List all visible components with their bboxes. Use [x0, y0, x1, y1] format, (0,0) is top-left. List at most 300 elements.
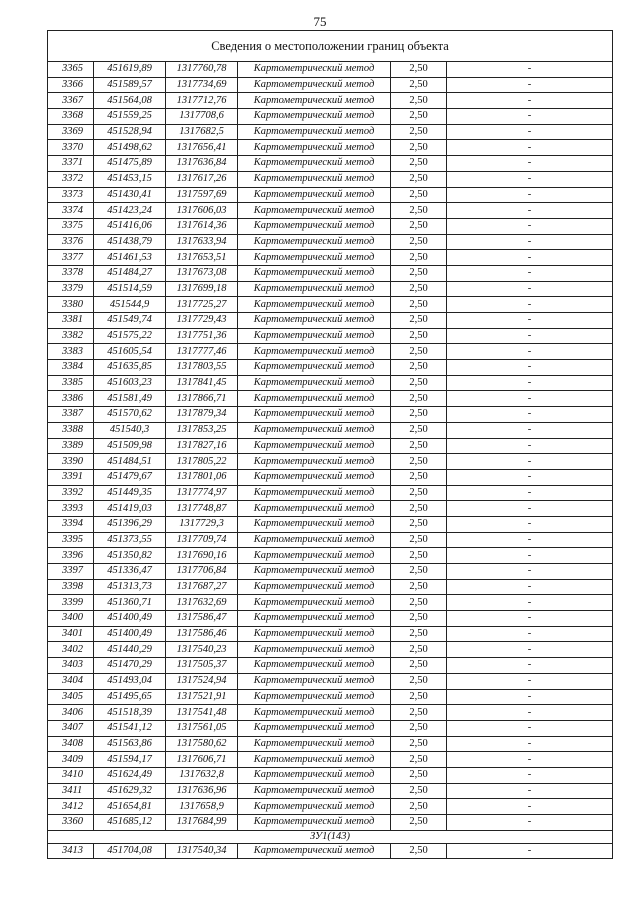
point-number-cell: 3382 — [48, 328, 94, 344]
accuracy-cell: 2,50 — [391, 783, 447, 799]
x-coordinate-cell: 451559,25 — [94, 109, 166, 125]
method-cell: Картометрический метод — [238, 265, 391, 281]
y-coordinate-cell: 1317541,48 — [166, 705, 238, 721]
description-cell: - — [447, 454, 613, 470]
method-cell: Картометрический метод — [238, 689, 391, 705]
point-number-cell: 3386 — [48, 391, 94, 407]
y-coordinate-cell: 1317632,69 — [166, 595, 238, 611]
y-coordinate-cell: 1317760,78 — [166, 62, 238, 78]
description-cell: - — [447, 187, 613, 203]
x-coordinate-cell: 451350,82 — [94, 548, 166, 564]
method-cell: Картометрический метод — [238, 375, 391, 391]
table-row — [48, 218, 613, 234]
point-number-cell: 3412 — [48, 799, 94, 815]
table-row — [48, 77, 613, 93]
table-row — [48, 454, 613, 470]
y-coordinate-cell: 1317617,26 — [166, 171, 238, 187]
accuracy-cell: 2,50 — [391, 77, 447, 93]
accuracy-cell: 2,50 — [391, 438, 447, 454]
table-row — [48, 736, 613, 752]
description-cell: - — [447, 736, 613, 752]
description-cell: - — [447, 109, 613, 125]
description-cell: - — [447, 783, 613, 799]
point-number-cell: 3380 — [48, 297, 94, 313]
description-cell: - — [447, 375, 613, 391]
table-row — [48, 752, 613, 768]
method-cell: Картометрический метод — [238, 297, 391, 313]
description-cell: - — [447, 234, 613, 250]
table-row — [48, 203, 613, 219]
accuracy-cell: 2,50 — [391, 720, 447, 736]
x-coordinate-cell: 451564,08 — [94, 93, 166, 109]
x-coordinate-cell: 451594,17 — [94, 752, 166, 768]
point-number-cell: 3400 — [48, 611, 94, 627]
x-coordinate-cell: 451400,49 — [94, 626, 166, 642]
method-cell: Картометрический метод — [238, 595, 391, 611]
x-coordinate-cell: 451336,47 — [94, 564, 166, 580]
table-row — [48, 658, 613, 674]
accuracy-cell: 2,50 — [391, 62, 447, 78]
method-cell: Картометрический метод — [238, 422, 391, 438]
y-coordinate-cell: 1317561,05 — [166, 720, 238, 736]
table-row — [48, 124, 613, 140]
method-cell: Картометрический метод — [238, 516, 391, 532]
accuracy-cell: 2,50 — [391, 843, 447, 859]
description-cell: - — [447, 297, 613, 313]
method-cell: Картометрический метод — [238, 93, 391, 109]
table-row — [48, 843, 613, 859]
accuracy-cell: 2,50 — [391, 407, 447, 423]
table-row — [48, 469, 613, 485]
table-row — [48, 485, 613, 501]
y-coordinate-cell: 1317673,08 — [166, 265, 238, 281]
x-coordinate-cell: 451430,41 — [94, 187, 166, 203]
table-row — [48, 611, 613, 627]
method-cell: Картометрический метод — [238, 62, 391, 78]
table-row — [48, 548, 613, 564]
method-cell: Картометрический метод — [238, 391, 391, 407]
point-number-cell: 3381 — [48, 313, 94, 329]
point-number-cell: 3372 — [48, 171, 94, 187]
table-row — [48, 516, 613, 532]
x-coordinate-cell: 451396,29 — [94, 516, 166, 532]
page-number: 75 — [313, 14, 327, 29]
table-row — [48, 579, 613, 595]
description-cell: - — [447, 501, 613, 517]
x-coordinate-cell: 451518,39 — [94, 705, 166, 721]
description-cell: - — [447, 626, 613, 642]
accuracy-cell: 2,50 — [391, 673, 447, 689]
description-cell: - — [447, 611, 613, 627]
x-coordinate-cell: 451475,89 — [94, 156, 166, 172]
section-label: ЗУ1(143) — [48, 830, 613, 843]
accuracy-cell: 2,50 — [391, 391, 447, 407]
point-number-cell: 3413 — [48, 843, 94, 859]
accuracy-cell: 2,50 — [391, 360, 447, 376]
point-number-cell: 3368 — [48, 109, 94, 125]
table-row — [48, 799, 613, 815]
accuracy-cell: 2,50 — [391, 469, 447, 485]
accuracy-cell: 2,50 — [391, 658, 447, 674]
method-cell: Картометрический метод — [238, 156, 391, 172]
point-number-cell: 3393 — [48, 501, 94, 517]
accuracy-cell: 2,50 — [391, 187, 447, 203]
point-number-cell: 3408 — [48, 736, 94, 752]
method-cell: Картометрический метод — [238, 485, 391, 501]
table-row — [48, 501, 613, 517]
coordinates-table-frame — [47, 30, 612, 859]
description-cell: - — [447, 218, 613, 234]
x-coordinate-cell: 451416,06 — [94, 218, 166, 234]
point-number-cell: 3390 — [48, 454, 94, 470]
y-coordinate-cell: 1317853,25 — [166, 422, 238, 438]
accuracy-cell: 2,50 — [391, 752, 447, 768]
accuracy-cell: 2,50 — [391, 250, 447, 266]
method-cell: Картометрический метод — [238, 140, 391, 156]
y-coordinate-cell: 1317805,22 — [166, 454, 238, 470]
method-cell: Картометрический метод — [238, 799, 391, 815]
point-number-cell: 3370 — [48, 140, 94, 156]
x-coordinate-cell: 451654,81 — [94, 799, 166, 815]
y-coordinate-cell: 1317597,69 — [166, 187, 238, 203]
y-coordinate-cell: 1317708,6 — [166, 109, 238, 125]
x-coordinate-cell: 451453,15 — [94, 171, 166, 187]
method-cell: Картометрический метод — [238, 171, 391, 187]
x-coordinate-cell: 451495,65 — [94, 689, 166, 705]
accuracy-cell: 2,50 — [391, 328, 447, 344]
accuracy-cell: 2,50 — [391, 109, 447, 125]
y-coordinate-cell: 1317632,8 — [166, 767, 238, 783]
method-cell: Картометрический метод — [238, 673, 391, 689]
description-cell: - — [447, 171, 613, 187]
method-cell: Картометрический метод — [238, 626, 391, 642]
point-number-cell: 3366 — [48, 77, 94, 93]
y-coordinate-cell: 1317751,36 — [166, 328, 238, 344]
table-row — [48, 156, 613, 172]
table-row — [48, 344, 613, 360]
method-cell: Картометрический метод — [238, 328, 391, 344]
x-coordinate-cell: 451589,57 — [94, 77, 166, 93]
point-number-cell: 3387 — [48, 407, 94, 423]
method-cell: Картометрический метод — [238, 313, 391, 329]
point-number-cell: 3399 — [48, 595, 94, 611]
description-cell: - — [447, 77, 613, 93]
accuracy-cell: 2,50 — [391, 532, 447, 548]
accuracy-cell: 2,50 — [391, 93, 447, 109]
table-row — [48, 705, 613, 721]
method-cell: Картометрический метод — [238, 77, 391, 93]
method-cell: Картометрический метод — [238, 752, 391, 768]
table-row — [48, 265, 613, 281]
x-coordinate-cell: 451540,3 — [94, 422, 166, 438]
description-cell: - — [447, 673, 613, 689]
method-cell: Картометрический метод — [238, 281, 391, 297]
x-coordinate-cell: 451423,24 — [94, 203, 166, 219]
y-coordinate-cell: 1317827,16 — [166, 438, 238, 454]
point-number-cell: 3404 — [48, 673, 94, 689]
method-cell: Картометрический метод — [238, 579, 391, 595]
x-coordinate-cell: 451629,32 — [94, 783, 166, 799]
accuracy-cell: 2,50 — [391, 344, 447, 360]
y-coordinate-cell: 1317729,3 — [166, 516, 238, 532]
description-cell: - — [447, 658, 613, 674]
description-cell: - — [447, 843, 613, 859]
x-coordinate-cell: 451603,23 — [94, 375, 166, 391]
y-coordinate-cell: 1317687,27 — [166, 579, 238, 595]
method-cell: Картометрический метод — [238, 611, 391, 627]
point-number-cell: 3389 — [48, 438, 94, 454]
table-row — [48, 297, 613, 313]
x-coordinate-cell: 451360,71 — [94, 595, 166, 611]
point-number-cell: 3378 — [48, 265, 94, 281]
y-coordinate-cell: 1317699,18 — [166, 281, 238, 297]
accuracy-cell: 2,50 — [391, 564, 447, 580]
accuracy-cell: 2,50 — [391, 124, 447, 140]
table-row — [48, 767, 613, 783]
description-cell: - — [447, 579, 613, 595]
point-number-cell: 3391 — [48, 469, 94, 485]
x-coordinate-cell: 451484,27 — [94, 265, 166, 281]
point-number-cell: 3403 — [48, 658, 94, 674]
x-coordinate-cell: 451619,89 — [94, 62, 166, 78]
method-cell: Картометрический метод — [238, 124, 391, 140]
x-coordinate-cell: 451549,74 — [94, 313, 166, 329]
x-coordinate-cell: 451438,79 — [94, 234, 166, 250]
method-cell: Картометрический метод — [238, 438, 391, 454]
x-coordinate-cell: 451704,08 — [94, 843, 166, 859]
point-number-cell: 3405 — [48, 689, 94, 705]
description-cell: - — [447, 469, 613, 485]
description-cell: - — [447, 438, 613, 454]
x-coordinate-cell: 451563,86 — [94, 736, 166, 752]
point-number-cell: 3360 — [48, 815, 94, 831]
accuracy-cell: 2,50 — [391, 265, 447, 281]
point-number-cell: 3398 — [48, 579, 94, 595]
y-coordinate-cell: 1317658,9 — [166, 799, 238, 815]
accuracy-cell: 2,50 — [391, 689, 447, 705]
table-row — [48, 313, 613, 329]
method-cell: Картометрический метод — [238, 843, 391, 859]
y-coordinate-cell: 1317614,36 — [166, 218, 238, 234]
method-cell: Картометрический метод — [238, 720, 391, 736]
method-cell: Картометрический метод — [238, 250, 391, 266]
point-number-cell: 3394 — [48, 516, 94, 532]
point-number-cell: 3396 — [48, 548, 94, 564]
x-coordinate-cell: 451400,49 — [94, 611, 166, 627]
table-row — [48, 783, 613, 799]
x-coordinate-cell: 451470,29 — [94, 658, 166, 674]
table-row — [48, 234, 613, 250]
table-row — [48, 171, 613, 187]
description-cell: - — [447, 250, 613, 266]
method-cell: Картометрический метод — [238, 532, 391, 548]
description-cell: - — [447, 203, 613, 219]
point-number-cell: 3369 — [48, 124, 94, 140]
y-coordinate-cell: 1317636,96 — [166, 783, 238, 799]
point-number-cell: 3375 — [48, 218, 94, 234]
method-cell: Картометрический метод — [238, 783, 391, 799]
point-number-cell: 3392 — [48, 485, 94, 501]
description-cell: - — [447, 689, 613, 705]
y-coordinate-cell: 1317633,94 — [166, 234, 238, 250]
method-cell: Картометрический метод — [238, 736, 391, 752]
y-coordinate-cell: 1317580,62 — [166, 736, 238, 752]
y-coordinate-cell: 1317524,94 — [166, 673, 238, 689]
y-coordinate-cell: 1317801,06 — [166, 469, 238, 485]
point-number-cell: 3383 — [48, 344, 94, 360]
x-coordinate-cell: 451581,49 — [94, 391, 166, 407]
table-row — [48, 109, 613, 125]
x-coordinate-cell: 451313,73 — [94, 579, 166, 595]
method-cell: Картометрический метод — [238, 658, 391, 674]
x-coordinate-cell: 451514,59 — [94, 281, 166, 297]
x-coordinate-cell: 451570,62 — [94, 407, 166, 423]
description-cell: - — [447, 705, 613, 721]
method-cell: Картометрический метод — [238, 187, 391, 203]
description-cell: - — [447, 62, 613, 78]
x-coordinate-cell: 451419,03 — [94, 501, 166, 517]
point-number-cell: 3411 — [48, 783, 94, 799]
x-coordinate-cell: 451498,62 — [94, 140, 166, 156]
description-cell: - — [447, 265, 613, 281]
table-row — [48, 815, 613, 831]
accuracy-cell: 2,50 — [391, 516, 447, 532]
y-coordinate-cell: 1317712,76 — [166, 93, 238, 109]
x-coordinate-cell: 451541,12 — [94, 720, 166, 736]
accuracy-cell: 2,50 — [391, 156, 447, 172]
y-coordinate-cell: 1317653,51 — [166, 250, 238, 266]
y-coordinate-cell: 1317706,84 — [166, 564, 238, 580]
accuracy-cell: 2,50 — [391, 297, 447, 313]
description-cell: - — [447, 532, 613, 548]
description-cell: - — [447, 516, 613, 532]
table-title: Сведения о местоположении границ объекта — [48, 31, 613, 62]
y-coordinate-cell: 1317684,99 — [166, 815, 238, 831]
point-number-cell: 3401 — [48, 626, 94, 642]
table-row — [48, 62, 613, 78]
x-coordinate-cell: 451493,04 — [94, 673, 166, 689]
point-number-cell: 3377 — [48, 250, 94, 266]
accuracy-cell: 2,50 — [391, 705, 447, 721]
y-coordinate-cell: 1317690,16 — [166, 548, 238, 564]
method-cell: Картометрический метод — [238, 407, 391, 423]
accuracy-cell: 2,50 — [391, 642, 447, 658]
description-cell: - — [447, 313, 613, 329]
point-number-cell: 3373 — [48, 187, 94, 203]
y-coordinate-cell: 1317656,41 — [166, 140, 238, 156]
point-number-cell: 3406 — [48, 705, 94, 721]
x-coordinate-cell: 451509,98 — [94, 438, 166, 454]
table-row — [48, 328, 613, 344]
y-coordinate-cell: 1317774,97 — [166, 485, 238, 501]
x-coordinate-cell: 451461,53 — [94, 250, 166, 266]
table-row — [48, 375, 613, 391]
x-coordinate-cell: 451484,51 — [94, 454, 166, 470]
y-coordinate-cell: 1317748,87 — [166, 501, 238, 517]
method-cell: Картометрический метод — [238, 548, 391, 564]
accuracy-cell: 2,50 — [391, 454, 447, 470]
accuracy-cell: 2,50 — [391, 313, 447, 329]
y-coordinate-cell: 1317505,37 — [166, 658, 238, 674]
accuracy-cell: 2,50 — [391, 799, 447, 815]
description-cell: - — [447, 407, 613, 423]
y-coordinate-cell: 1317725,27 — [166, 297, 238, 313]
table-row — [48, 438, 613, 454]
table-row — [48, 281, 613, 297]
table-header-row — [48, 31, 613, 62]
table-row — [48, 93, 613, 109]
accuracy-cell: 2,50 — [391, 281, 447, 297]
description-cell: - — [447, 595, 613, 611]
table-row — [48, 595, 613, 611]
method-cell: Картометрический метод — [238, 642, 391, 658]
accuracy-cell: 2,50 — [391, 171, 447, 187]
description-cell: - — [447, 344, 613, 360]
accuracy-cell: 2,50 — [391, 218, 447, 234]
y-coordinate-cell: 1317540,23 — [166, 642, 238, 658]
x-coordinate-cell: 451575,22 — [94, 328, 166, 344]
accuracy-cell: 2,50 — [391, 422, 447, 438]
accuracy-cell: 2,50 — [391, 548, 447, 564]
y-coordinate-cell: 1317734,69 — [166, 77, 238, 93]
description-cell: - — [447, 281, 613, 297]
point-number-cell: 3409 — [48, 752, 94, 768]
point-number-cell: 3395 — [48, 532, 94, 548]
y-coordinate-cell: 1317636,84 — [166, 156, 238, 172]
method-cell: Картометрический метод — [238, 815, 391, 831]
accuracy-cell: 2,50 — [391, 140, 447, 156]
x-coordinate-cell: 451373,55 — [94, 532, 166, 548]
method-cell: Картометрический метод — [238, 360, 391, 376]
x-coordinate-cell: 451605,54 — [94, 344, 166, 360]
point-number-cell: 3407 — [48, 720, 94, 736]
accuracy-cell: 2,50 — [391, 611, 447, 627]
description-cell: - — [447, 156, 613, 172]
method-cell: Картометрический метод — [238, 344, 391, 360]
point-number-cell: 3385 — [48, 375, 94, 391]
description-cell: - — [447, 422, 613, 438]
description-cell: - — [447, 328, 613, 344]
table-row — [48, 391, 613, 407]
method-cell: Картометрический метод — [238, 705, 391, 721]
coordinates-table — [47, 30, 613, 859]
section-row — [48, 830, 613, 843]
x-coordinate-cell: 451449,35 — [94, 485, 166, 501]
accuracy-cell: 2,50 — [391, 595, 447, 611]
table-row — [48, 720, 613, 736]
table-row — [48, 689, 613, 705]
y-coordinate-cell: 1317709,74 — [166, 532, 238, 548]
method-cell: Картометрический метод — [238, 501, 391, 517]
method-cell: Картометрический метод — [238, 564, 391, 580]
description-cell: - — [447, 93, 613, 109]
description-cell: - — [447, 124, 613, 140]
description-cell: - — [447, 391, 613, 407]
method-cell: Картометрический метод — [238, 469, 391, 485]
description-cell: - — [447, 815, 613, 831]
table-row — [48, 642, 613, 658]
table-row — [48, 532, 613, 548]
table-row — [48, 422, 613, 438]
y-coordinate-cell: 1317586,47 — [166, 611, 238, 627]
y-coordinate-cell: 1317879,34 — [166, 407, 238, 423]
table-row — [48, 250, 613, 266]
accuracy-cell: 2,50 — [391, 234, 447, 250]
y-coordinate-cell: 1317729,43 — [166, 313, 238, 329]
description-cell: - — [447, 799, 613, 815]
description-cell: - — [447, 767, 613, 783]
description-cell: - — [447, 140, 613, 156]
